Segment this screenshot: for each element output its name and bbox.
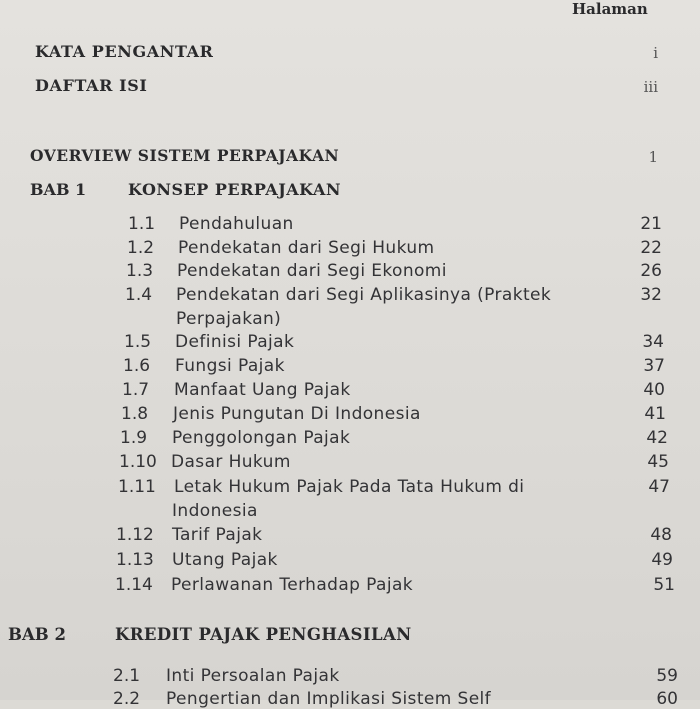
toc-item-page: 48 (650, 525, 672, 545)
chapter-title: KONSEP PERPAJAKAN (128, 180, 341, 199)
toc-item-page: 45 (647, 452, 669, 472)
toc-item-number: 1.11 (118, 477, 156, 497)
toc-item-title: Penggolongan Pajak (172, 428, 351, 448)
chapter-label: BAB 2 (8, 625, 66, 644)
toc-item-title: Pendekatan dari Segi Hukum (178, 238, 435, 258)
toc-item-number: 2.1 (113, 666, 141, 686)
chapter-title: KREDIT PAJAK PENGHASILAN (115, 625, 412, 644)
toc-item-page: 32 (640, 285, 662, 305)
toc-item-number: 1.12 (116, 525, 154, 545)
toc-overview-page: 1 (648, 148, 658, 166)
toc-item-title-continued: Indonesia (172, 501, 258, 521)
chapter-label: BAB 1 (30, 180, 87, 199)
toc-item-title: Jenis Pungutan Di Indonesia (173, 404, 421, 424)
toc-item-page: 47 (648, 477, 670, 497)
toc-front-page: i (653, 44, 658, 62)
toc-item-title: Fungsi Pajak (175, 356, 285, 376)
toc-item-page: 60 (656, 689, 678, 709)
toc-item-number: 1.5 (124, 332, 152, 352)
toc-item-title: Utang Pajak (172, 550, 278, 570)
toc-item-number: 1.8 (121, 404, 149, 424)
toc-item-title: Manfaat Uang Pajak (174, 380, 351, 400)
toc-item-number: 1.2 (127, 238, 155, 258)
toc-item-number: 1.7 (122, 380, 150, 400)
toc-item-page: 49 (651, 550, 673, 570)
toc-item-page: 34 (642, 332, 664, 352)
toc-item-title: Pendahuluan (179, 214, 294, 234)
toc-item-page: 21 (640, 214, 662, 234)
toc-item-title: Tarif Pajak (172, 525, 263, 545)
toc-item-page: 59 (656, 666, 678, 686)
toc-item-title: Pendekatan dari Segi Aplikasinya (Praktek (176, 285, 552, 305)
toc-front-page: iii (643, 78, 658, 96)
toc-item-page: 22 (640, 238, 662, 258)
toc-item-title: Perlawanan Terhadap Pajak (171, 575, 414, 595)
toc-front-title: DAFTAR ISI (35, 76, 148, 95)
toc-item-number: 1.14 (115, 575, 153, 595)
toc-item-title: Dasar Hukum (171, 452, 291, 472)
toc-item-number: 1.6 (123, 356, 151, 376)
toc-item-title: Pendekatan dari Segi Ekonomi (177, 261, 447, 281)
toc-item-page: 41 (644, 404, 666, 424)
toc-item-page: 51 (653, 575, 675, 595)
toc-item-page: 37 (643, 356, 665, 376)
toc-item-number: 1.9 (120, 428, 148, 448)
toc-item-number: 1.4 (125, 285, 153, 305)
toc-item-title: Definisi Pajak (175, 332, 295, 352)
toc-item-title-continued: Perpajakan) (176, 309, 282, 329)
toc-overview-title: OVERVIEW SISTEM PERPAJAKAN (30, 146, 340, 165)
page-column-header: Halaman (572, 0, 648, 18)
toc-item-page: 42 (646, 428, 668, 448)
toc-item-number: 2.2 (113, 689, 141, 709)
toc-item-title: Letak Hukum Pajak Pada Tata Hukum di (174, 477, 525, 497)
toc-item-number: 1.10 (119, 452, 157, 472)
toc-item-page: 40 (643, 380, 665, 400)
toc-item-number: 1.13 (116, 550, 154, 570)
toc-item-number: 1.3 (126, 261, 154, 281)
toc-item-page: 26 (640, 261, 662, 281)
toc-item-title: Pengertian dan Implikasi Sistem Self (166, 689, 492, 709)
toc-front-title: KATA PENGANTAR (35, 42, 214, 61)
toc-item-number: 1.1 (128, 214, 156, 234)
toc-item-title: Inti Persoalan Pajak (166, 666, 340, 686)
